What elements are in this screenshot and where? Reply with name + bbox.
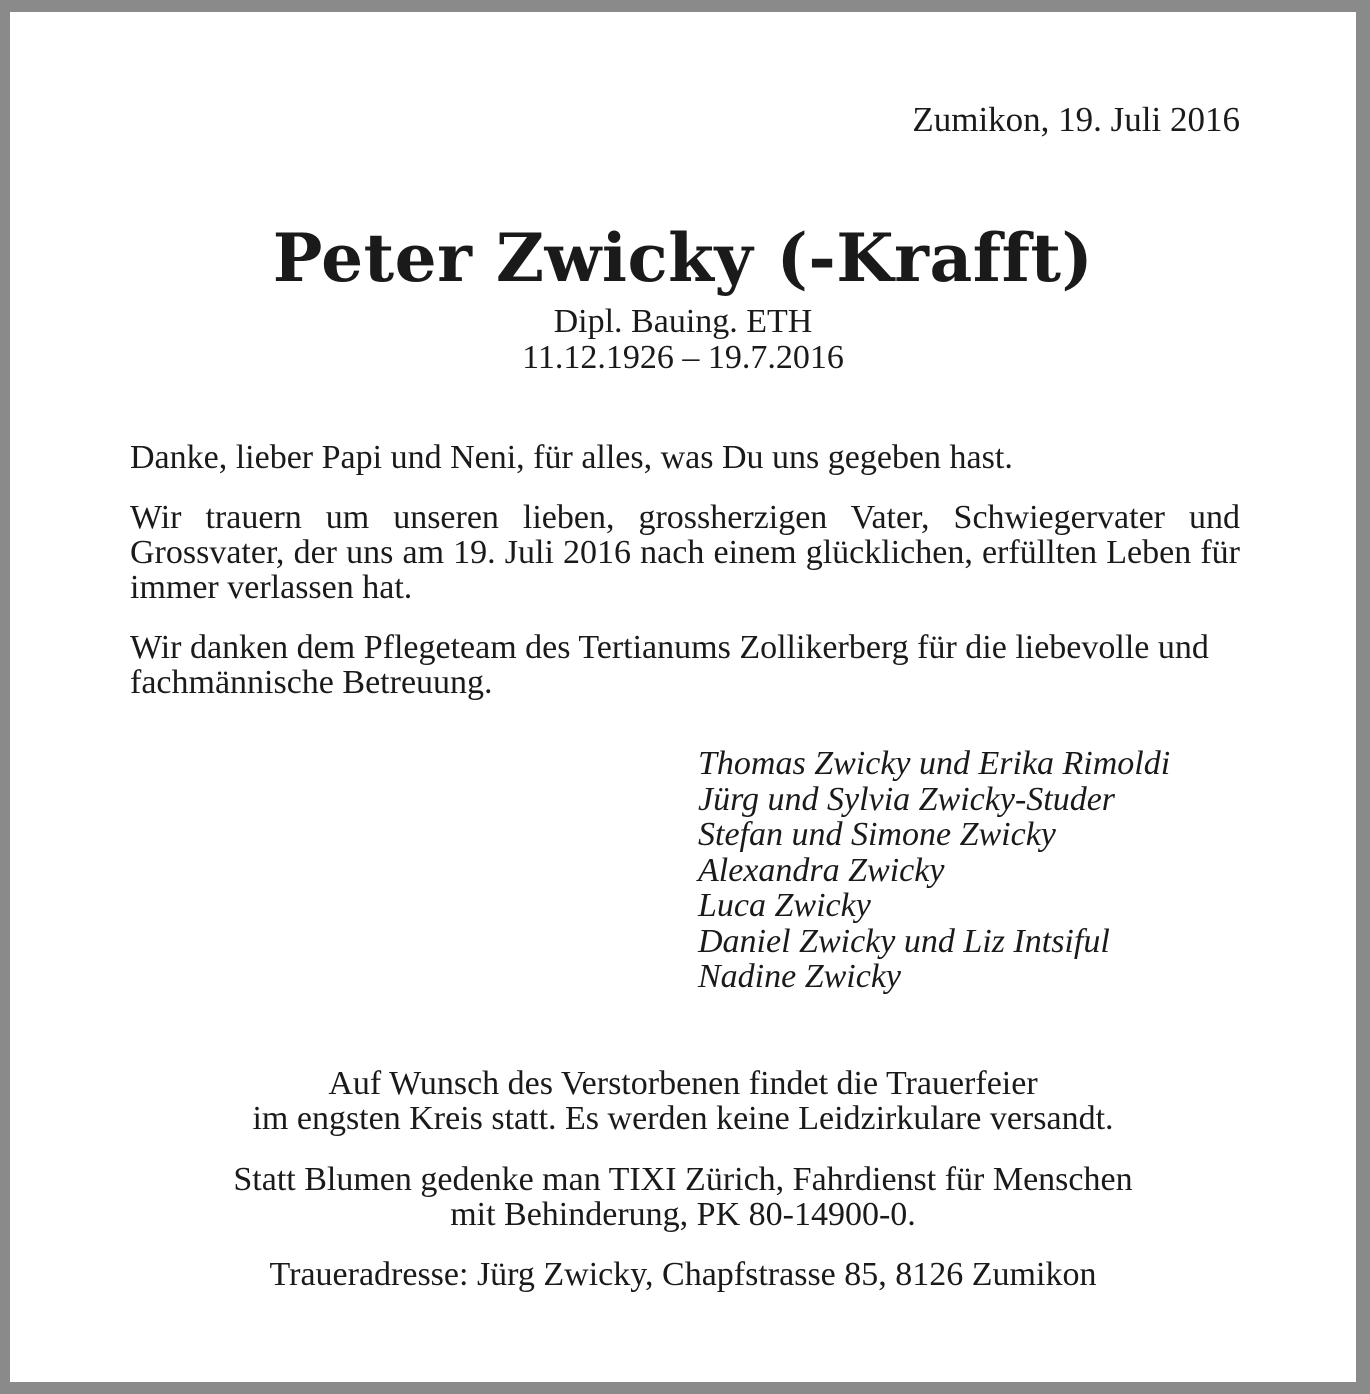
signer: Alexandra Zwicky — [698, 851, 945, 889]
mourning-address: Traueradresse: Jürg Zwicky, Chapfstrasse 85, 8126 Zumikon — [269, 1256, 1097, 1293]
obituary-page — [10, 12, 1356, 1382]
care-thanks-paragraph: Wir danken dem Pflegeteam des Tertianums Zollikerberg für die liebevolle und fachmännische Betreuung. — [130, 629, 1209, 701]
deceased-name: Peter Zwicky (-Krafft) — [272, 219, 1094, 297]
signer: Luca Zwicky — [698, 887, 871, 924]
signer: Daniel Zwicky und Liz Intsiful — [698, 922, 1110, 960]
signer: Jürg und Sylvia Zwicky-Studer — [698, 780, 1116, 818]
ceremony-notice-line: Auf Wunsch des Verstorbenen findet die Trauerfeier — [328, 1065, 1038, 1102]
mourning-paragraph: Wir trauern um unseren lieben, grossherzigen Vater, Schwiegervater und Grossvater, der uns am 19. Juli 2016 nach einem glücklichen, erfüllten Leben für immer verlassen hat. — [130, 499, 1240, 606]
deceased-dates: 11.12.1926 – 19.7.2016 — [522, 339, 844, 376]
signer: Thomas Zwicky und Erika Rimoldi — [698, 745, 1171, 782]
thanks-paragraph: Danke, lieber Papi und Neni, für alles, was Du uns gegeben hast. — [130, 439, 1013, 476]
ceremony-notice-line: im engsten Kreis statt. Es werden keine Leidzirkulare versandt. — [252, 1100, 1114, 1137]
ceremony-notice — [10, 1066, 1356, 1136]
donation-notice-line: mit Behinderung, PK 80-14900-0. — [450, 1196, 916, 1233]
signers-list — [698, 746, 1170, 995]
donation-notice-line: Statt Blumen gedenke man TIXI Zürich, Fahrdienst für Menschen — [233, 1161, 1133, 1198]
signer: Stefan und Simone Zwicky — [698, 816, 1056, 853]
signer: Nadine Zwicky — [698, 958, 902, 995]
place-date: Zumikon, 19. Juli 2016 — [912, 100, 1240, 139]
donation-notice — [10, 1162, 1356, 1232]
deceased-title: Dipl. Bauing. ETH — [553, 303, 813, 340]
